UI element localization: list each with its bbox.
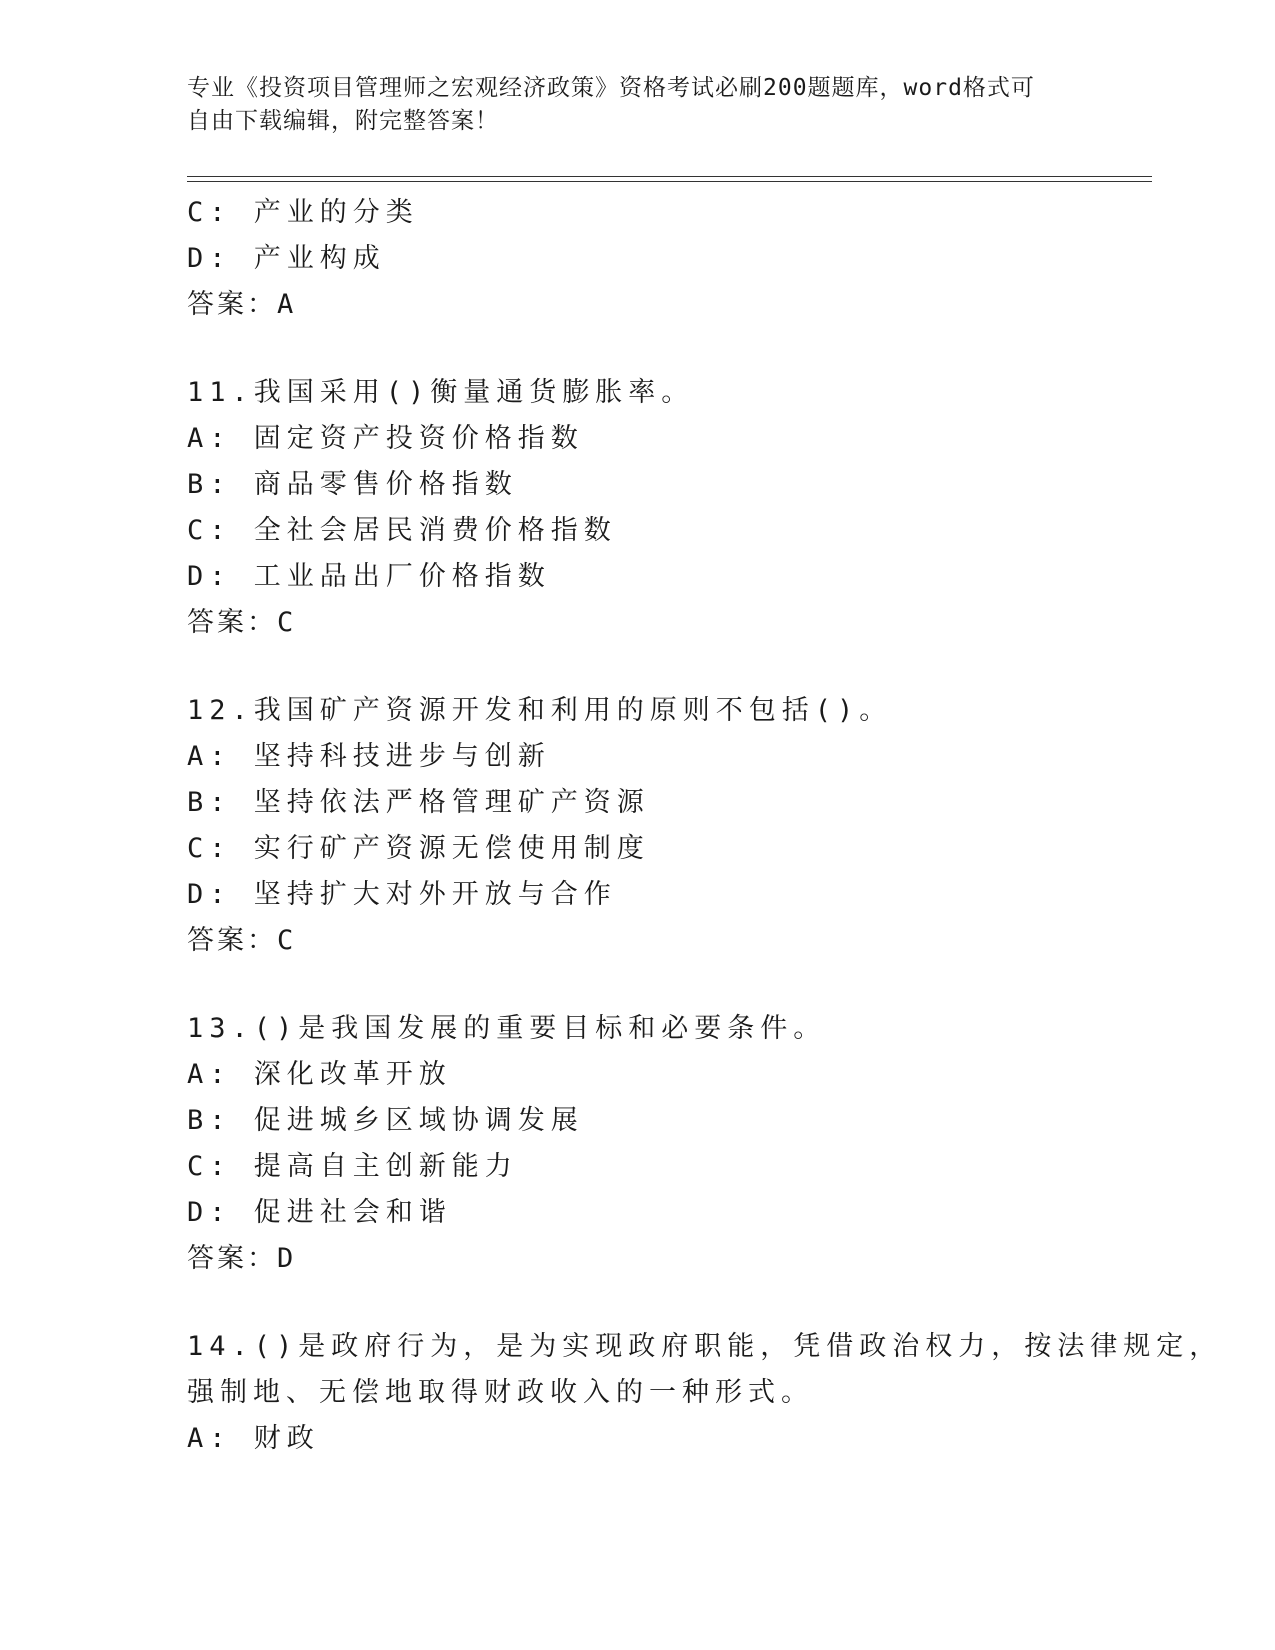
option-row — [187, 462, 1147, 508]
question-text: ()是政府行为，是为实现政府职能，凭借政治权力，按法律规定， — [253, 1331, 1223, 1362]
option-letter: C: — [187, 197, 232, 228]
question-number: 12. — [187, 695, 254, 726]
option-letter: B: — [187, 1105, 232, 1136]
option-letter: D: — [187, 243, 232, 274]
option-row — [187, 1052, 1147, 1098]
question-number: 11. — [187, 377, 254, 408]
option-letter: A: — [187, 423, 232, 454]
option-text: 商品零售价格指数 — [253, 469, 518, 500]
answer-value: C — [277, 607, 297, 638]
question-stem-continued — [187, 1370, 1147, 1416]
option-text: 提高自主创新能力 — [253, 1151, 518, 1182]
option-row — [187, 826, 1147, 872]
option-text: 财政 — [253, 1423, 320, 1454]
option-row — [187, 190, 1147, 236]
option-text: 促进社会和谐 — [253, 1197, 452, 1228]
option-row — [187, 780, 1147, 826]
question-text: 我国矿产资源开发和利用的原则不包括()。 — [253, 695, 893, 726]
question-text: 我国采用()衡量通货膨胀率。 — [253, 377, 695, 408]
question-number: 13. — [187, 1013, 254, 1044]
question-stem — [187, 1006, 1147, 1052]
question-14 — [187, 1324, 1223, 1462]
question-number: 14. — [187, 1331, 254, 1362]
option-row — [187, 1416, 1147, 1462]
option-row — [187, 508, 1147, 554]
header-divider-top — [187, 176, 1152, 177]
option-letter: C: — [187, 833, 232, 864]
option-row — [187, 1098, 1147, 1144]
option-text: 坚持依法严格管理矿产资源 — [253, 787, 650, 818]
answer-line — [187, 600, 1147, 646]
header-title-line-1: 专业《投资项目管理师之宏观经济政策》资格考试必刷200题题库，word格式可 — [187, 75, 1035, 101]
question-12 — [187, 688, 1147, 964]
option-row — [187, 734, 1147, 780]
document-header — [187, 72, 1067, 138]
option-text: 坚持科技进步与创新 — [253, 741, 551, 772]
option-text: 产业构成 — [253, 243, 386, 274]
header-title-line-2: 自由下载编辑，附完整答案！ — [187, 108, 499, 134]
option-letter: A: — [187, 741, 232, 772]
header-divider-bottom — [187, 181, 1152, 182]
answer-label: 答案： — [187, 1243, 277, 1274]
answer-line — [187, 1236, 1147, 1282]
option-letter: D: — [187, 879, 232, 910]
option-letter: B: — [187, 787, 232, 818]
option-row — [187, 416, 1147, 462]
question-stem — [187, 370, 1147, 416]
answer-line — [187, 918, 1147, 964]
option-row — [187, 1144, 1147, 1190]
option-row — [187, 1190, 1147, 1236]
option-letter: C: — [187, 515, 232, 546]
question-stem — [187, 688, 1147, 734]
option-letter: A: — [187, 1423, 232, 1454]
answer-value: C — [277, 925, 297, 956]
question-text-line-2: 强制地、无偿地取得财政收入的一种形式。 — [187, 1377, 814, 1408]
answer-line — [187, 282, 1147, 328]
option-text: 坚持扩大对外开放与合作 — [253, 879, 617, 910]
question-list — [187, 190, 1223, 1462]
option-text: 产业的分类 — [253, 197, 419, 228]
question-text: ()是我国发展的重要目标和必要条件。 — [253, 1013, 827, 1044]
partial-question — [187, 190, 1147, 328]
answer-label: 答案： — [187, 607, 277, 638]
question-13 — [187, 1006, 1147, 1282]
option-letter: D: — [187, 1197, 232, 1228]
option-text: 固定资产投资价格指数 — [253, 423, 584, 454]
answer-value: D — [277, 1243, 297, 1274]
question-stem — [187, 1324, 1223, 1370]
option-text: 深化改革开放 — [253, 1059, 452, 1090]
option-text: 全社会居民消费价格指数 — [253, 515, 617, 546]
answer-value: A — [277, 289, 297, 320]
answer-label: 答案： — [187, 925, 277, 956]
option-row — [187, 554, 1147, 600]
option-letter: A: — [187, 1059, 232, 1090]
answer-label: 答案： — [187, 289, 277, 320]
option-letter: C: — [187, 1151, 232, 1182]
option-text: 促进城乡区域协调发展 — [253, 1105, 584, 1136]
option-letter: D: — [187, 561, 232, 592]
option-row — [187, 872, 1147, 918]
option-row — [187, 236, 1147, 282]
option-text: 实行矿产资源无偿使用制度 — [253, 833, 650, 864]
option-text: 工业品出厂价格指数 — [253, 561, 551, 592]
option-letter: B: — [187, 469, 232, 500]
question-11 — [187, 370, 1147, 646]
